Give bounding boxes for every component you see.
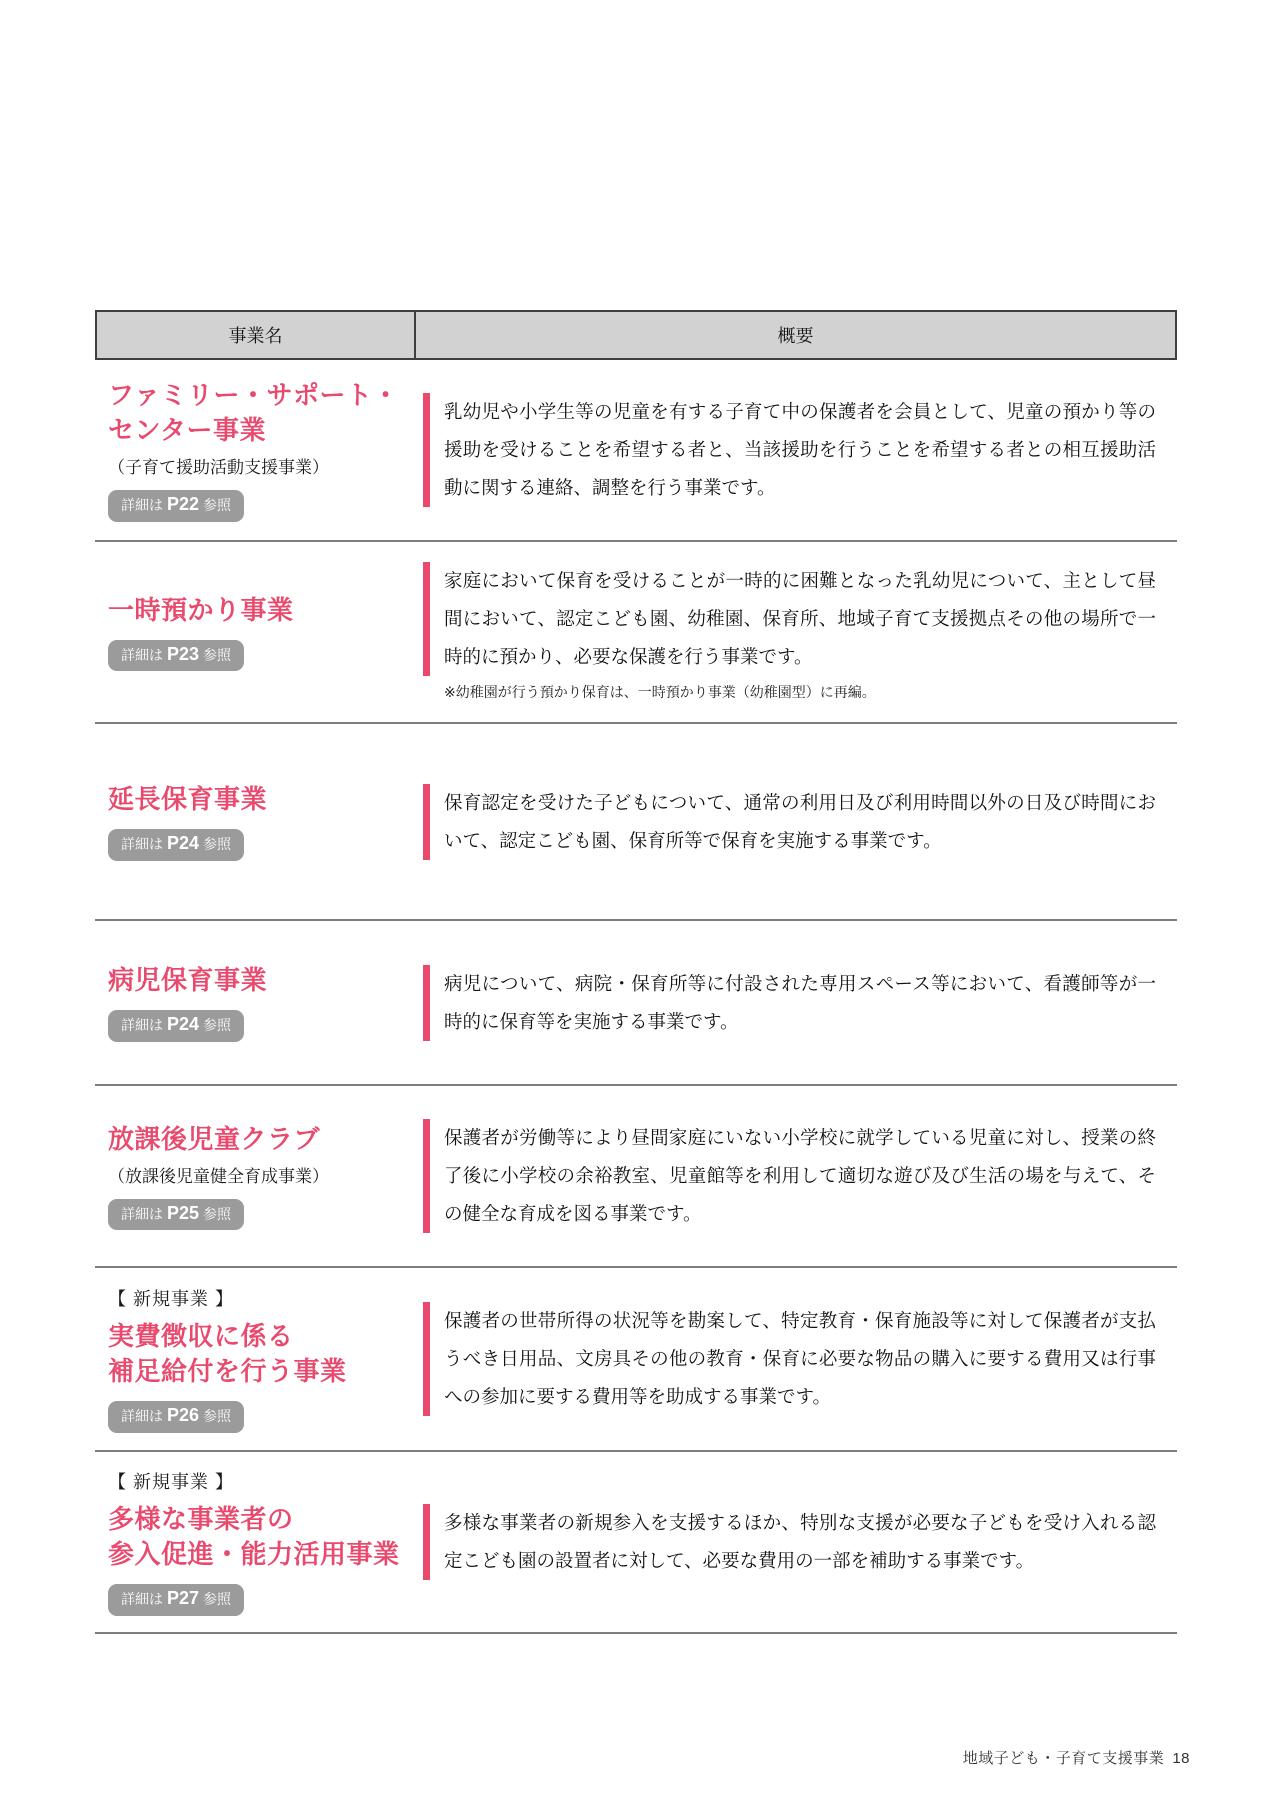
badge-label: 詳細は (121, 646, 163, 663)
detail-badge (108, 1584, 244, 1616)
description-block (423, 562, 1177, 676)
program-overview-cell (423, 965, 1177, 1041)
badge-suffix: 参照 (203, 1591, 232, 1608)
program-title (108, 1319, 423, 1389)
program-description: 保育認定を受けた子どもについて、通常の利用日及び利用時間以外の日及び時間において、認定こども園、保育所等で保育を実施する事業です。 (444, 791, 1156, 851)
badge-label: 詳細は (121, 1591, 163, 1608)
program-title-line: 多様な事業者の (108, 1504, 294, 1535)
new-business-label: 【 新規事業 】 (108, 1472, 235, 1493)
badge-label: 詳細は (121, 1017, 163, 1034)
program-title-line: 実費徴収に係る (108, 1321, 294, 1352)
program-title (108, 1502, 423, 1572)
footer-text: 地域子ども・子育て支援事業 (962, 1750, 1165, 1767)
program-name-cell (95, 593, 423, 672)
description-block (423, 784, 1177, 860)
program-title-line: 一時預かり事業 (108, 594, 294, 625)
program-description: 保護者が労働等により昼間家庭にいない小学校に就学している児童に対し、授業の終了後に小学校の余裕教室、児童館等を利用して適切な遊び及び生活の場を与えて、その健全な育成を図る事業です。 (444, 1127, 1156, 1224)
badge-page-ref: P23 (167, 643, 200, 664)
program-title (108, 593, 423, 628)
badge-page-ref: P26 (167, 1405, 200, 1426)
program-title (108, 782, 423, 817)
badge-label: 詳細は (121, 1408, 163, 1425)
program-title (108, 1122, 423, 1157)
program-title (108, 963, 423, 998)
program-overview-cell (423, 1119, 1177, 1233)
program-name-cell (95, 782, 423, 861)
program-description: 乳幼児や小学生等の児童を有する子育て中の保護者を会員として、児童の預かり等の援助を受けることを希望する者と、当該援助を行うことを希望する者との相互援助活動に関する連絡、調整を行う事業です。 (444, 401, 1156, 498)
badge-page-ref: P25 (167, 1202, 200, 1223)
detail-badge (108, 640, 244, 672)
footer (963, 1747, 1190, 1768)
table-row (95, 1268, 1177, 1452)
program-overview-cell (423, 1302, 1177, 1416)
detail-badge (108, 1010, 244, 1042)
badge-suffix: 参照 (203, 497, 232, 514)
program-title-line: センター事業 (108, 415, 266, 446)
page-number: 18 (1172, 1750, 1190, 1767)
description-block (423, 1504, 1177, 1580)
program-description: 多様な事業者の新規参入を支援するほか、特別な支援が必要な子どもを受け入れる認定こども園の設置者に対して、必要な費用の一部を補助する事業です。 (444, 1512, 1156, 1571)
program-title (108, 378, 423, 448)
description-block (423, 1119, 1177, 1233)
programs-table (95, 310, 1177, 1634)
badge-page-ref: P27 (167, 1588, 200, 1609)
header-cell-overview: 概要 (777, 326, 814, 346)
description-block (423, 1302, 1177, 1416)
badge-suffix: 参照 (203, 836, 232, 853)
badge-label: 詳細は (121, 1205, 163, 1222)
detail-badge (108, 490, 244, 522)
detail-badge (108, 1401, 244, 1433)
table-row (95, 921, 1177, 1086)
program-description: 保護者の世帯所得の状況等を勘案して、特定教育・保育施設等に対して保護者が支払うべき日用品、文房具その他の教育・保育に必要な物品の購入に要する費用又は行事への参加に要する費用等を助成する事業です。 (444, 1310, 1156, 1407)
badge-suffix: 参照 (203, 646, 232, 663)
badge-label: 詳細は (121, 836, 163, 853)
program-title-line: 放課後児童クラブ (108, 1123, 321, 1154)
badge-suffix: 参照 (203, 1408, 232, 1425)
program-title-line: ファミリー・サポート・ (108, 380, 399, 411)
program-subtitle: （子育て援助活動支援事業） (108, 458, 329, 478)
program-note: ※幼稚園が行う預かり保育は、一時預かり事業（幼稚園型）に再編。 (444, 684, 876, 700)
new-business-label: 【 新規事業 】 (108, 1289, 235, 1310)
program-title-line: 参入促進・能力活用事業 (108, 1539, 400, 1570)
detail-badge (108, 829, 244, 861)
table-row (95, 542, 1177, 724)
detail-badge (108, 1199, 244, 1231)
program-title-line: 病児保育事業 (108, 965, 268, 996)
header-cell-name: 事業名 (97, 312, 416, 358)
program-overview-cell (423, 784, 1177, 860)
badge-page-ref: P22 (167, 494, 200, 515)
program-title-line: 補足給付を行う事業 (108, 1356, 347, 1387)
description-block (423, 965, 1177, 1041)
badge-suffix: 参照 (203, 1017, 232, 1034)
table-row (95, 1452, 1177, 1634)
program-description: 病児について、病院・保育所等に付設された専用スペース等において、看護師等が一時的に保育等を実施する事業です。 (444, 972, 1156, 1032)
program-name-cell (95, 378, 423, 522)
program-subtitle: （放課後児童健全育成事業） (108, 1166, 329, 1186)
description-block (423, 393, 1177, 507)
badge-suffix: 参照 (203, 1205, 232, 1222)
table-header (95, 310, 1177, 360)
program-name-cell (95, 963, 423, 1042)
badge-page-ref: P24 (167, 1014, 200, 1035)
program-name-cell (95, 1285, 423, 1433)
program-description: 家庭において保育を受けることが一時的に困難となった乳幼児について、主として昼間において、認定こども園、幼稚園、保育所、地域子育て支援拠点その他の場所で一時的に預かり、必要な保護を行う事業です。 (444, 570, 1156, 667)
program-overview-cell (423, 393, 1177, 507)
program-overview-cell (423, 562, 1177, 702)
badge-label: 詳細は (121, 497, 163, 514)
program-title-line: 延長保育事業 (108, 784, 268, 815)
program-name-cell (95, 1122, 423, 1231)
table-row (95, 724, 1177, 921)
table-row (95, 1086, 1177, 1268)
table-row (95, 360, 1177, 542)
program-name-cell (95, 1468, 423, 1616)
program-overview-cell (423, 1504, 1177, 1580)
badge-page-ref: P24 (167, 833, 200, 854)
